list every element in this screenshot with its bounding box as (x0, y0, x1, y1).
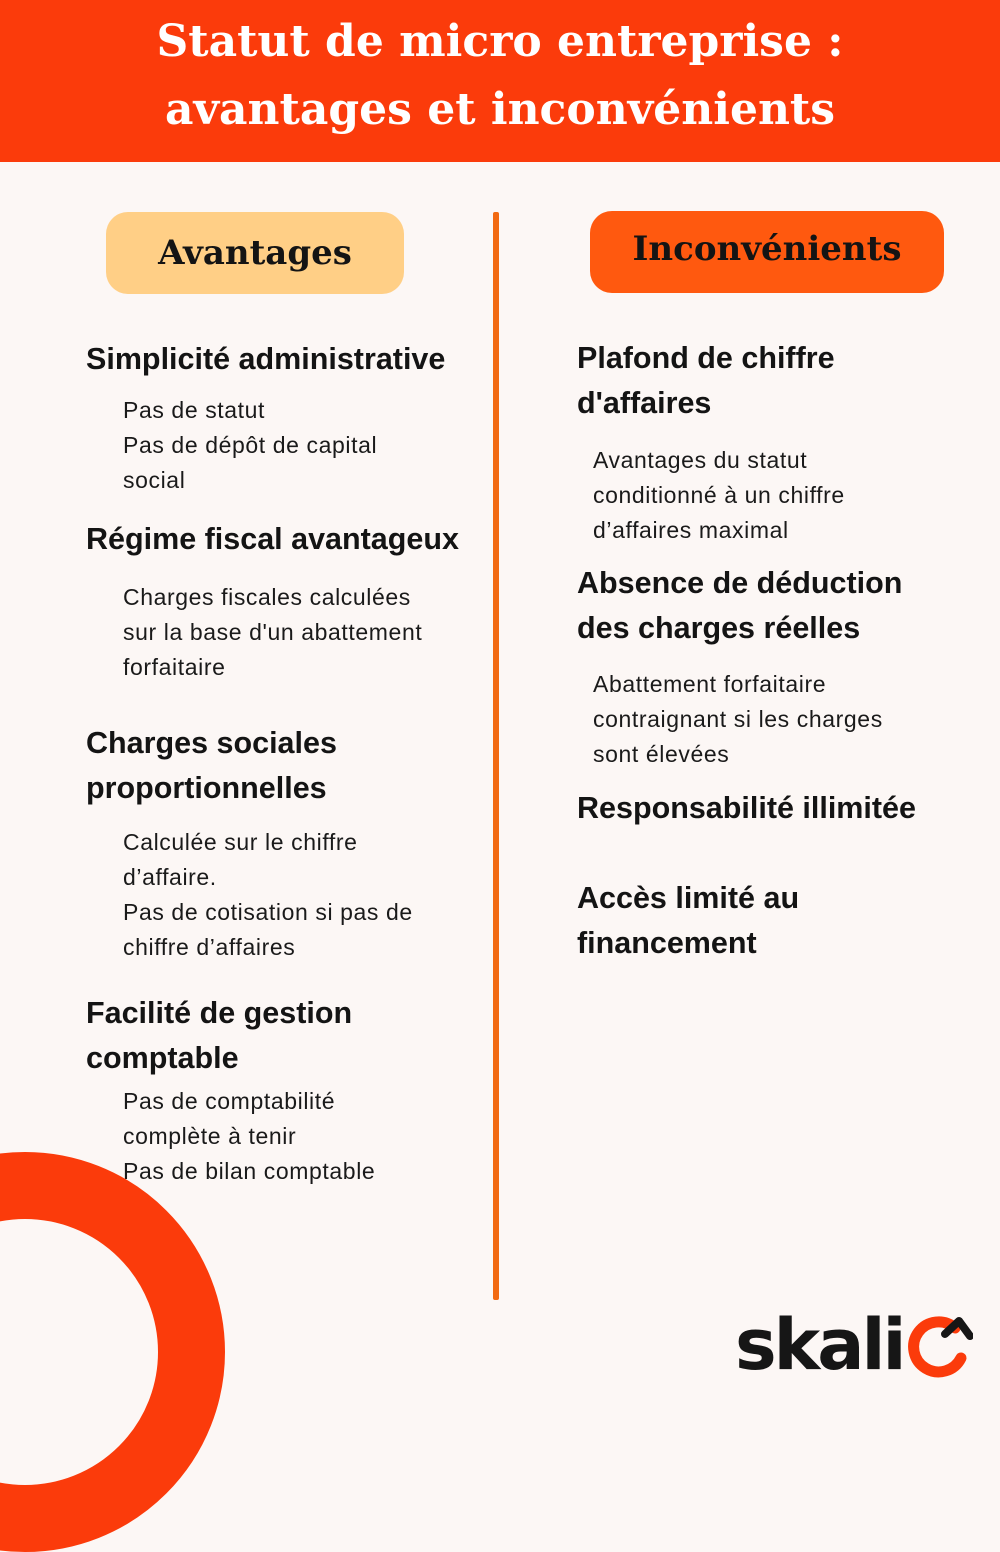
advantage-heading-3: Charges sociales proportionnelles (86, 726, 337, 805)
skalio-logo (735, 1305, 973, 1385)
disadvantage-heading-2: Absence de déduction des charges réelles (577, 566, 903, 645)
advantage-text-3: Calculée sur le chiffre d’affaire. Pas de cotisation si pas de chiffre d’affaires (123, 829, 413, 960)
disadvantage-heading-3: Responsabilité illimitée (577, 791, 916, 825)
advantage-text-2: Charges fiscales calculées sur la base d'un abattement forfaitaire (123, 584, 423, 680)
advantages-label: Avantages (106, 212, 404, 294)
advantage-heading-2: Régime fiscal avantageux (86, 522, 459, 556)
disadvantage-heading-1: Plafond de chiffre d'affaires (577, 341, 835, 420)
page-title-line-1: Statut de micro entreprise : (156, 16, 844, 67)
skalio-arrow-o-icon (905, 1314, 973, 1382)
advantage-heading-4: Facilité de gestion comptable (86, 996, 353, 1075)
disadvantages-label: Inconvénients (590, 211, 944, 293)
decorative-arc (0, 1152, 225, 1552)
disadvantage-heading-4: Accès limité au financement (577, 881, 800, 960)
advantage-text-1: Pas de statut Pas de dépôt de capital social (123, 397, 378, 493)
column-divider (493, 212, 499, 1300)
logo-wordmark: skali (735, 1304, 904, 1386)
page-title-line-2: avantages et inconvénients (164, 84, 836, 135)
title-banner (0, 0, 1000, 162)
advantage-heading-1: Simplicité administrative (86, 342, 446, 376)
advantage-text-4: Pas de comptabilité complète à tenir Pas de bilan comptable (123, 1088, 376, 1184)
disadvantage-text-2: Abattement forfaitaire contraignant si les charges sont élevées (593, 671, 883, 767)
disadvantage-text-1: Avantages du statut conditionné à un chiffre d’affaires maximal (593, 447, 845, 543)
